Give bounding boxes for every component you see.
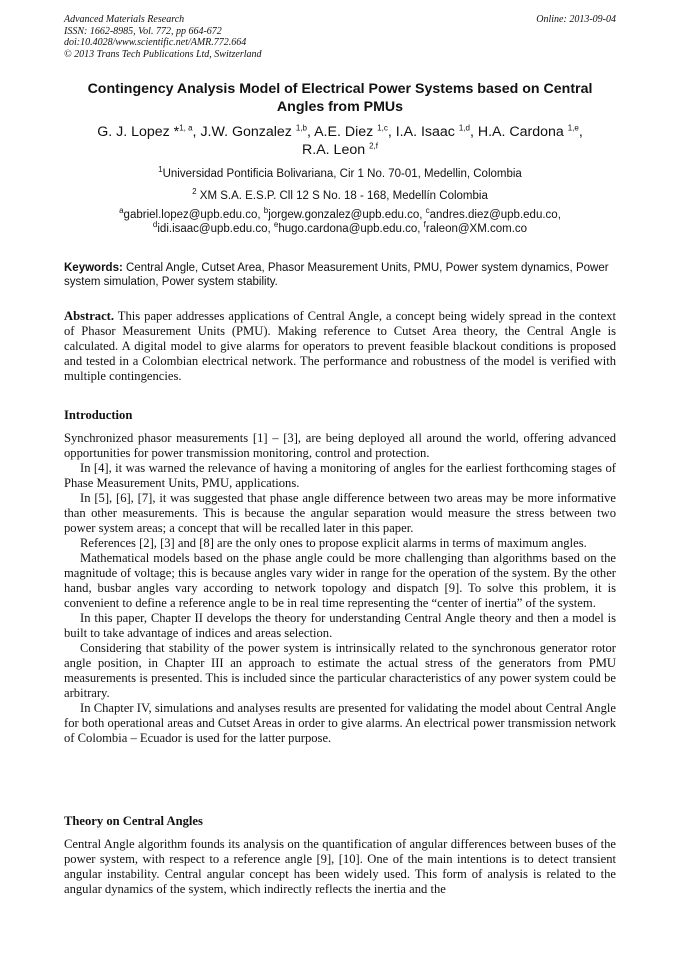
email-mark: d [152, 220, 158, 230]
section-heading-theory: Theory on Central Angles [64, 814, 203, 828]
email-link[interactable]: jorgew.gonzalez@upb.edu.co [268, 209, 420, 221]
paper-title: Contingency Analysis Model of Electrical Power Systems based on Central Angles from PMUs [87, 81, 593, 115]
paragraph: In [5], [6], [7], it was suggested that phase angle difference between two areas may be more informative than other measurements. This is because the angular separation would measure the stress between two power system areas; a concept that will be recalled later in this paper. [64, 491, 616, 535]
paragraph: References [2], [3] and [8] are the only ones to propose explicit alarms in terms of maximum angles. [80, 536, 587, 550]
abstract [64, 309, 616, 384]
paragraph: Mathematical models based on the phase angle could be more challenging than algorithms based on the magnitude of voltage; this is because angles vary wider in range for the operation of the system. By the other hand, busbar angles vary according to network topology and dispatch [9]. To solve this problem, it is convenient to define a reference angle to be in real time representing the “center of inertia” of the system. [64, 551, 616, 610]
author-affil-mark: 2,f [369, 141, 378, 151]
section-heading-introduction: Introduction [64, 408, 133, 422]
affiliation-2 [64, 189, 616, 203]
author-name: J.W. Gonzalez [200, 124, 296, 140]
author-list: G. J. Lopez *$^{1, a}$, J.W. Gonzalez $^{1,b}$, A.E. Diez $^{1,c}$, I.A. Isaac $^{1,d}$, H.A. Cardona $^{1,e}$, R.A. Leon $^{2,f}$ [97, 123, 583, 158]
email-link[interactable]: raleon@XM.com.co [425, 223, 528, 236]
affiliation-mark: 2 [192, 187, 197, 197]
author-affil-mark: 1,c [377, 123, 388, 133]
affiliation-mark: 1 [158, 165, 163, 175]
author-affil-mark: 1,d [458, 123, 470, 133]
journal-issn: ISSN: 1662-8985, Vol. 772, pp 664-672 [64, 25, 222, 37]
author-affil-mark: 1,e [567, 123, 579, 133]
abstract-text: This paper addresses applications of Central Angle, a concept being widely spread in the context of Phasor Measurement Units (PMU). Making reference to Cutset Area theory, the Central Angle is calculated. A digital model to give alarms for operators to prevent feasible blackout conditions is proposed and tested in a Colombian electrical network. The performance and robustness of the model is verified with multiple contingencies. [64, 309, 616, 383]
author-name: A.E. Diez [314, 124, 378, 140]
journal-copyright: © 2013 Trans Tech Publications Ltd, Switzerland [64, 48, 262, 60]
author-affil-mark: 1, a [179, 123, 193, 133]
author-name: I.A. Isaac [395, 124, 459, 140]
email-mark: f [423, 220, 426, 230]
email-mark: c [425, 206, 430, 216]
keywords [64, 261, 616, 290]
journal-name: Advanced Materials Research [64, 14, 185, 25]
online-date: Online: 2013-09-04 [536, 14, 616, 25]
keywords-label: Keywords: [64, 262, 123, 274]
paragraph: Synchronized phasor measurements [1] – [3], are being deployed all around the world, offering advanced opportunities for power transmission monitoring, control and protection. [64, 431, 616, 460]
affiliation-text: Universidad Pontificia Bolivariana, Cir 1 No. 70-01, Medellin, Colombia [162, 168, 522, 180]
affiliation-text: XM S.A. E.S.P. Cll 12 S No. 18 - 168, Medellín Colombia [196, 190, 488, 202]
author-name: G. J. Lopez * [97, 124, 180, 140]
email-mark: e [273, 220, 279, 230]
author-name: R.A. Leon [302, 142, 370, 158]
author-name: H.A. Cardona [477, 124, 568, 140]
keywords-text: Central Angle, Cutset Area, Phasor Measurement Units, PMU, Power system dynamics, Power system simulation, Power system stability. [64, 262, 609, 289]
email-link[interactable]: hugo.cardona@upb.edu.co [278, 223, 418, 236]
author-affil-mark: 1,b [295, 123, 307, 133]
abstract-label: Abstract. [64, 309, 115, 323]
email-mark: a [119, 206, 124, 216]
introduction-body [64, 431, 616, 746]
paragraph: Central Angle algorithm founds its analysis on the quantification of angular differences between buses of the power system, with respect to a reference angle [9], [10]. One of the main intentions is to detect transient angular instability. Central angular concept has been widely used. This form of analysis is related to the angular dynamics of the system, which indirectly reflects the inertia and the [64, 837, 616, 896]
journal-doi: doi:10.4028/www.scientific.net/AMR.772.664 [64, 37, 247, 49]
journal-header [64, 14, 616, 60]
paragraph: Considering that stability of the power system is intrinsically related to the synchronous generator rotor angle position, in Chapter III an approach to estimate the actual stress of the generators from PMU measurements is presented. This is included since the particular characteristics of any power system could be arbitrary. [64, 641, 616, 700]
paragraph: In Chapter IV, simulations and analyses results are presented for validating the model about Central Angle for both operational areas and Cutset Areas in order to give alarms. An electrical power transmission network of Colombia – Ecuador is used for the latter purpose. [64, 701, 616, 745]
paragraph: In this paper, Chapter II develops the theory for understanding Central Angle theory and then a model is built to take advantage of indices and areas selection. [64, 611, 616, 640]
email-list: $^a$gabriel.lopez@upb.edu.co, $^b$jorgew.gonzalez@upb.edu.co, $^c$andres.diez@upb.edu.co, $^d$idi.isaac@upb.edu.co, $^e$hugo.cardona@upb.edu.co, $^f$raleon@XM.com.co [119, 206, 561, 236]
email-mark: b [263, 206, 269, 216]
paragraph: In [4], it was warned the relevance of having a monitoring of angles for the earliest forthcoming stages of Phase Measurement Units, PMU, applications. [64, 461, 616, 490]
email-link[interactable]: idi.isaac@upb.edu.co [157, 223, 268, 236]
email-link[interactable]: gabriel.lopez@upb.edu.co [123, 209, 258, 221]
theory-body [64, 837, 616, 897]
affiliation-1 [64, 167, 616, 181]
email-link[interactable]: andres.diez@upb.edu.co [429, 209, 558, 221]
